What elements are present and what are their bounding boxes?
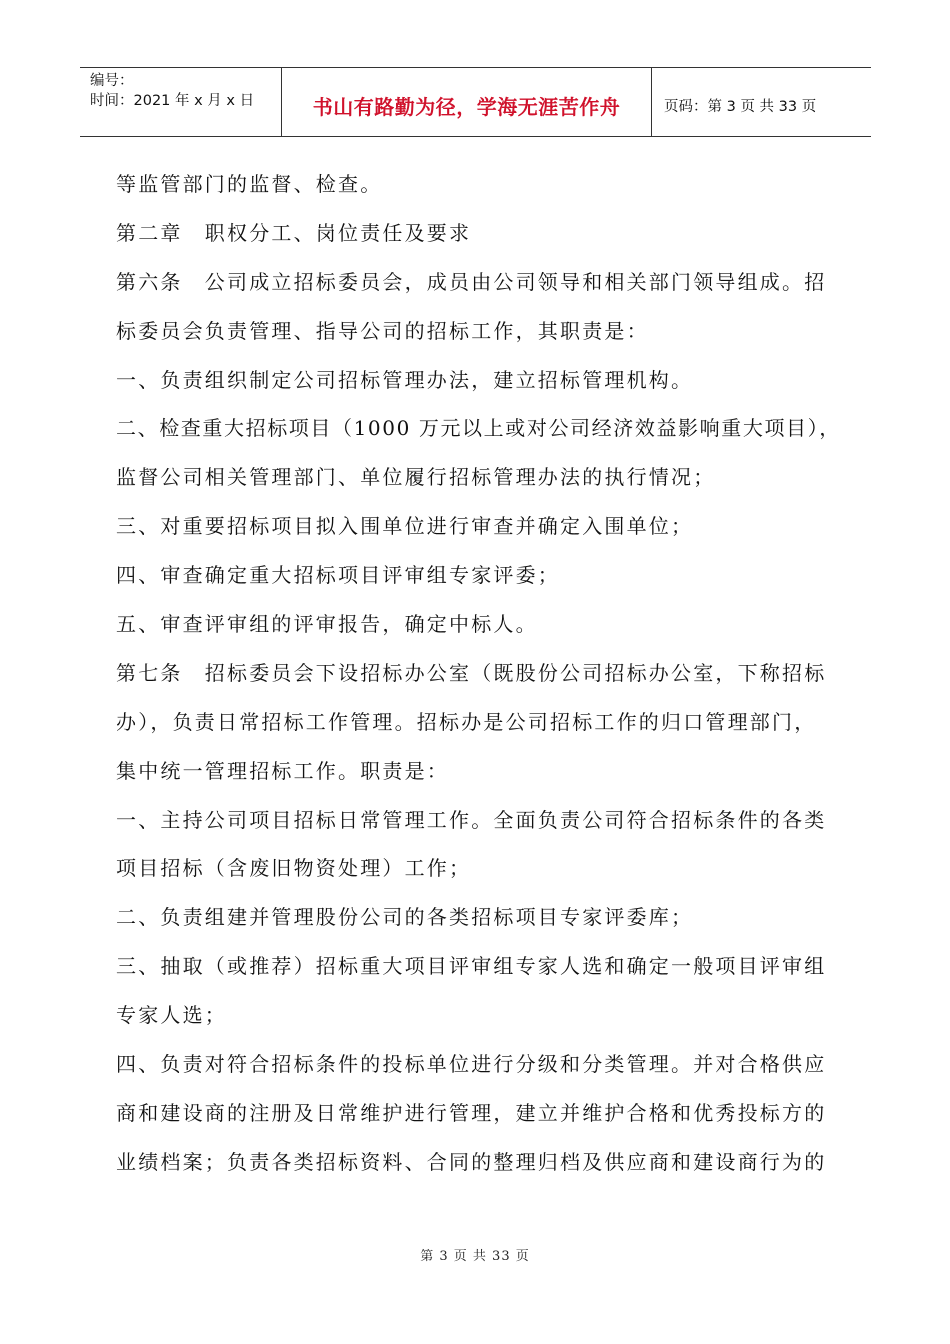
body-line: 二、负责组建并管理股份公司的各类招标项目专家评委库；: [116, 905, 694, 930]
header-motto-cell: [282, 68, 652, 136]
header-page-cell: [652, 68, 871, 136]
body-line: 业绩档案；负责各类招标资料、合同的整理归档及供应商和建设商行为的: [116, 1149, 827, 1174]
body-line: 四、负责对符合招标条件的投标单位进行分级和分类管理。并对合格供应: [116, 1052, 827, 1077]
header-motto: 书山有路勤为径，学海无涯苦作舟: [312, 94, 621, 119]
body-line: 三、对重要招标项目拟入围单位进行审查并确定入围单位；: [116, 514, 694, 539]
body-line: 第七条 招标委员会下设招标办公室（既股份公司招标办公室，下称招标: [116, 660, 827, 685]
body-line: 二、检查重大招标项目（1000 万元以上或对公司经济效益影响重大项目），: [116, 416, 841, 441]
page-footer: 第 3 页 共 33 页: [420, 1249, 530, 1264]
chapter-heading: 第二章 职权分工、岗位责任及要求: [116, 220, 472, 245]
document-body: [116, 160, 846, 1187]
header-meta-cell: [80, 68, 282, 136]
body-line: 五、审查评审组的评审报告，确定中标人。: [116, 612, 538, 637]
body-line: 专家人选；: [116, 1003, 227, 1028]
document-number-label: 编号：: [90, 73, 134, 89]
body-line: 四、审查确定重大招标项目评审组专家评委；: [116, 563, 560, 588]
body-line: 一、主持公司项目招标日常管理工作。全面负责公司符合招标条件的各类: [116, 807, 827, 832]
body-line: 三、抽取（或推荐）招标重大项目评审组专家人选和确定一般项目评审组: [116, 954, 827, 979]
body-line: 商和建设商的注册及日常维护进行管理，建立并维护合格和优秀投标方的: [116, 1100, 827, 1125]
body-line: 标委员会负责管理、指导公司的招标工作，其职责是：: [116, 318, 649, 343]
body-line: 一、负责组织制定公司招标管理办法，建立招标管理机构。: [116, 367, 694, 392]
header-page-info: 页码：第 3 页 共 33 页: [664, 98, 817, 115]
body-line: 监督公司相关管理部门、单位履行招标管理办法的执行情况；: [116, 465, 716, 490]
body-line: 第六条 公司成立招标委员会，成员由公司领导和相关部门领导组成。招: [116, 269, 827, 294]
body-line: 办），负责日常招标工作管理。招标办是公司招标工作的归口管理部门，: [116, 709, 817, 734]
body-line: 集中统一管理招标工作。职责是：: [116, 758, 449, 783]
page-header: [80, 67, 871, 137]
body-line: 等监管部门的监督、检查。: [116, 172, 383, 196]
body-line: 项目招标（含废旧物资处理）工作；: [116, 856, 472, 881]
document-date-label: 时间：2021 年 x 月 x 日: [90, 93, 255, 109]
